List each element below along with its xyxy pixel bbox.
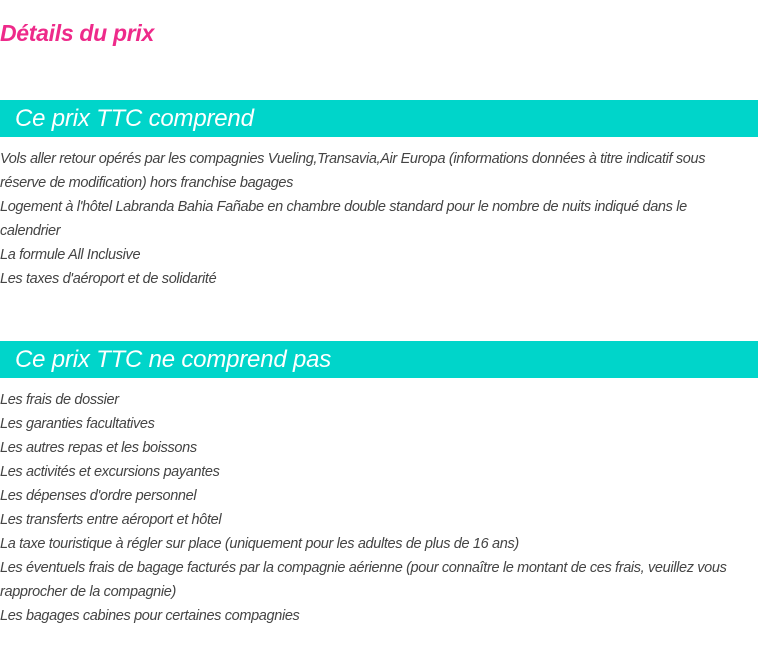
excluded-item-guarantees: Les garanties facultatives — [0, 416, 155, 432]
excluded-item-meals-drinks: Les autres repas et les boissons — [0, 440, 197, 456]
included-item-flights: Vols aller retour opérés par les compagnies Vueling,Transavia,Air Europa (informations données à titre indicatif sous réserve de modification) hors franchise bagages — [0, 151, 706, 191]
excluded-item-activities: Les activités et excursions payantes — [0, 464, 220, 480]
included-section-header — [0, 100, 758, 137]
excluded-item-personal-expenses: Les dépenses d'ordre personnel — [0, 488, 197, 504]
included-item-all-inclusive: La formule All Inclusive — [0, 247, 141, 263]
excluded-item-cabin-bags: Les bagages cabines pour certaines compagnies — [0, 608, 300, 624]
excluded-item-transfers: Les transferts entre aéroport et hôtel — [0, 512, 222, 528]
included-heading: Ce prix TTC comprend — [15, 104, 254, 132]
excluded-item-tourist-tax: La taxe touristique à régler sur place (uniquement pour les adultes de plus de 16 ans) — [0, 536, 519, 552]
excluded-section-header — [0, 341, 758, 378]
excluded-item-baggage-fees: Les éventuels frais de bagage facturés par la compagnie aérienne (pour connaître le montant de ces frais, veuillez vous rapprocher de la compagnie) — [0, 560, 727, 600]
excluded-item-fees: Les frais de dossier — [0, 392, 119, 408]
excluded-list — [0, 388, 750, 628]
included-item-hotel: Logement à l'hôtel Labranda Bahia Fañabe en chambre double standard pour le nombre de nuits indiqué dans le calendrier — [0, 199, 687, 239]
excluded-heading: Ce prix TTC ne comprend pas — [15, 345, 332, 373]
page-title: Détails du prix — [0, 20, 154, 46]
included-item-taxes: Les taxes d'aéroport et de solidarité — [0, 271, 217, 287]
included-list — [0, 147, 750, 291]
